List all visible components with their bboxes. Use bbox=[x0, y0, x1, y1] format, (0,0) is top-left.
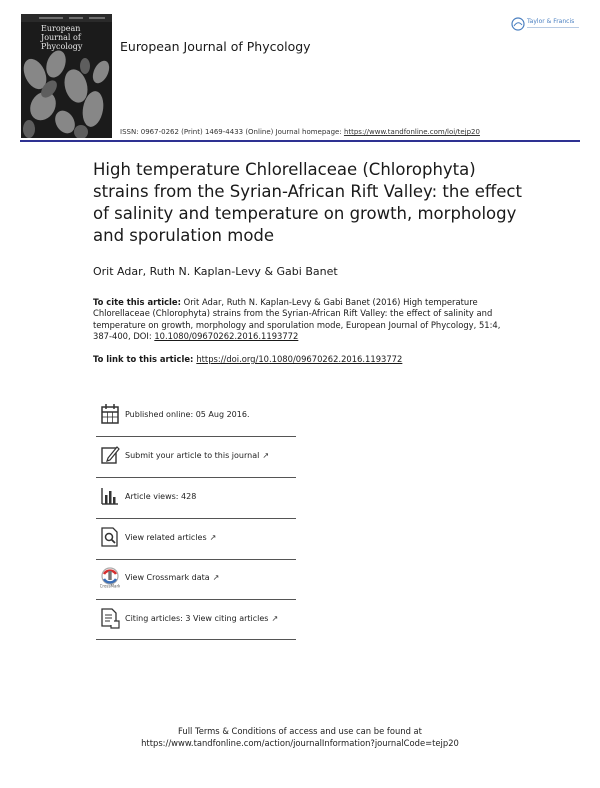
cover-title-line: Journal of bbox=[41, 33, 81, 42]
header-divider bbox=[20, 140, 580, 142]
citing-articles-link[interactable] bbox=[125, 614, 278, 623]
article-views-row bbox=[96, 485, 296, 517]
publisher-logo-icon bbox=[511, 17, 525, 31]
article-doi-link[interactable]: https://doi.org/10.1080/09670262.2016.1193772 bbox=[196, 354, 403, 364]
citation-text: Orit Adar, Ruth N. Kaplan-Levy & Gabi Banet (2016) High temperature Chlorellaceae (Chlorophyta) strains from the Syrian-African Rift Valley: the effect of salinity and temperature on growth, morphology and sporulation mode, European Journal of Phycology, 51:4, 387-400, DOI: bbox=[93, 297, 501, 342]
crossmark-label: View Crossmark data bbox=[125, 573, 210, 582]
published-online-text: Published online: 05 Aug 2016. bbox=[125, 410, 250, 419]
related-articles-link[interactable] bbox=[125, 533, 216, 542]
footer bbox=[0, 725, 600, 749]
edit-icon bbox=[100, 444, 120, 466]
calendar-icon bbox=[100, 403, 120, 425]
footer-terms-text: Full Terms & Conditions of access and use can be found at bbox=[178, 726, 422, 736]
article-authors: Orit Adar, Ruth N. Kaplan-Levy & Gabi Banet bbox=[93, 265, 338, 278]
publisher-logo-text: Taylor & Francis bbox=[527, 18, 575, 25]
footer-terms-link[interactable]: https://www.tandfonline.com/action/journalInformation?journalCode=tejp20 bbox=[141, 738, 459, 748]
cover-top-strip bbox=[21, 14, 112, 22]
citation-doi-link[interactable]: 10.1080/09670262.2016.1193772 bbox=[154, 331, 299, 342]
search-document-icon bbox=[100, 526, 120, 548]
cover-title-line: Phycology bbox=[41, 42, 83, 51]
citing-articles-icon bbox=[100, 607, 120, 629]
row-divider bbox=[96, 559, 296, 560]
article-link-line bbox=[93, 354, 402, 364]
submit-article-row[interactable] bbox=[96, 444, 296, 476]
journal-homepage-link[interactable]: https://www.tandfonline.com/loi/tejp20 bbox=[343, 128, 480, 136]
issn-line bbox=[120, 128, 480, 136]
citation-block bbox=[93, 297, 513, 343]
row-divider bbox=[96, 436, 296, 437]
bar-chart-icon bbox=[100, 485, 120, 507]
article-views-text: Article views: 428 bbox=[125, 492, 197, 501]
journal-cover-image bbox=[21, 14, 112, 138]
issn-text: ISSN: 0967-0262 (Print) 1469-4433 (Online) Journal homepage: bbox=[120, 128, 344, 136]
external-link-icon: ↗ bbox=[271, 614, 279, 623]
article-link-label: To link to this article: bbox=[93, 354, 197, 364]
published-online-row bbox=[96, 403, 296, 435]
article-title: High temperature Chlorellaceae (Chlorophyta) strains from the Syrian-African Rift Valley: the effect of salinity and temperature on growth, morphology and sporulation mode bbox=[93, 160, 522, 245]
crossmark-icon bbox=[100, 566, 120, 588]
crossmark-row[interactable] bbox=[96, 566, 296, 598]
external-link-icon: ↗ bbox=[212, 573, 220, 582]
row-divider bbox=[96, 599, 296, 600]
citation-label: To cite this article: bbox=[93, 297, 181, 307]
cover-title bbox=[41, 24, 109, 51]
related-articles-row[interactable] bbox=[96, 526, 296, 558]
crossmark-link[interactable] bbox=[125, 573, 219, 582]
citing-articles-row[interactable] bbox=[96, 607, 296, 639]
svg-text:CrossMark: CrossMark bbox=[100, 583, 120, 588]
submit-article-link[interactable] bbox=[125, 451, 269, 460]
journal-name[interactable]: European Journal of Phycology bbox=[120, 39, 311, 54]
related-articles-label: View related articles bbox=[125, 533, 207, 542]
row-divider bbox=[96, 518, 296, 519]
row-divider bbox=[96, 639, 296, 640]
external-link-icon: ↗ bbox=[262, 451, 270, 460]
citing-articles-label: Citing articles: 3 View citing articles bbox=[125, 614, 269, 623]
external-link-icon: ↗ bbox=[209, 533, 217, 542]
publisher-logo[interactable] bbox=[511, 16, 583, 38]
row-divider bbox=[96, 477, 296, 478]
submit-article-label: Submit your article to this journal bbox=[125, 451, 260, 460]
cover-title-line: European bbox=[41, 24, 81, 33]
